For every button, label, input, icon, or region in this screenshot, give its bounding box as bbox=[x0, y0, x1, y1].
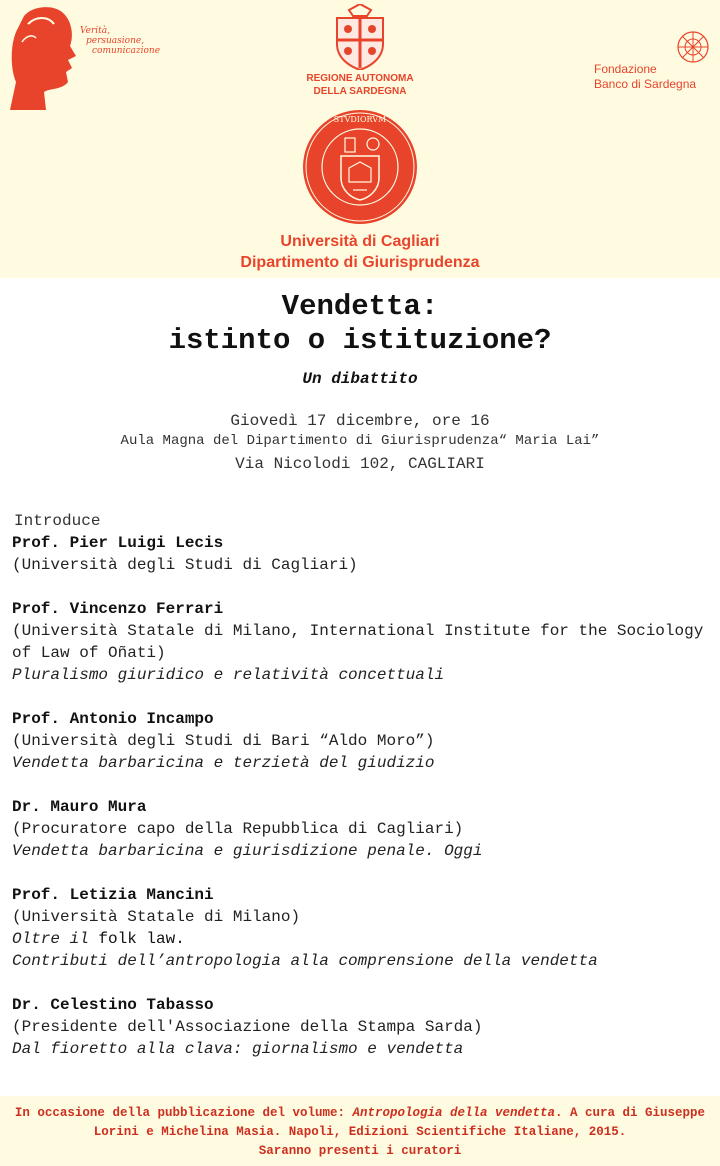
speaker-affiliation: (Università degli Studi di Cagliari) bbox=[12, 556, 358, 574]
speaker-name: Dr. Celestino Tabasso bbox=[12, 996, 214, 1014]
page-subtitle: Un dibattito bbox=[302, 370, 418, 388]
regione-line: REGIONE AUTONOMA bbox=[306, 73, 414, 84]
footer-publication bbox=[0, 1104, 720, 1142]
talk-title: Pluralismo giuridico e relatività concettuali bbox=[12, 666, 445, 684]
fondazione-logo-icon bbox=[676, 30, 710, 64]
speaker-name: Prof. Pier Luigi Lecis bbox=[12, 534, 224, 552]
speaker-entry bbox=[12, 532, 712, 576]
footer-note bbox=[0, 1104, 720, 1161]
book-title: Antropologia della vendetta bbox=[352, 1106, 556, 1120]
footer-text-part: In occasione della pubblicazione del volume: bbox=[14, 1106, 353, 1120]
speaker-name: Prof. Vincenzo Ferrari bbox=[12, 600, 224, 618]
page-title bbox=[0, 290, 720, 358]
speaker-affiliation: (Università degli Studi di Bari “Aldo Moro”) bbox=[12, 732, 435, 750]
header-band bbox=[0, 0, 720, 278]
talk-title: Vendetta barbaricina e terzietà del giudizio bbox=[12, 754, 435, 772]
footer-curators: Saranno presenti i curatori bbox=[258, 1144, 462, 1158]
talk-title-part: Oltre il bbox=[12, 930, 89, 948]
talk-title-part: Contributi dell’antropologia alla comprensione della vendetta bbox=[12, 952, 598, 970]
event-details bbox=[0, 411, 720, 477]
introduce-label: Introduce bbox=[14, 512, 101, 530]
fondazione-line: Fondazione bbox=[594, 62, 657, 76]
profile-head-logo bbox=[6, 2, 146, 112]
event-venue: Aula Magna del Dipartimento di Giurisprudenza“ Maria Lai” bbox=[120, 433, 600, 449]
speaker-entry bbox=[12, 598, 712, 686]
talk-title: Vendetta barbaricina e giurisdizione penale. Oggi bbox=[12, 842, 483, 860]
speaker-affiliation: (Università Statale di Milano, International Institute for the Sociology of Law of Oñati) bbox=[12, 622, 704, 662]
seal-lettering: STVDIORVM bbox=[333, 115, 387, 124]
speaker-entry bbox=[12, 994, 712, 1060]
regione-line: DELLA SARDEGNA bbox=[313, 86, 407, 97]
department-name: Dipartimento di Giurisprudenza bbox=[240, 254, 480, 271]
title-line: Vendetta: bbox=[281, 290, 439, 323]
speaker-name: Prof. Letizia Mancini bbox=[12, 886, 214, 904]
regione-name bbox=[270, 72, 450, 98]
tagline bbox=[80, 26, 160, 56]
university-seal bbox=[301, 108, 419, 226]
speaker-entry bbox=[12, 884, 712, 972]
event-date: Giovedì 17 dicembre, ore 16 bbox=[230, 412, 490, 430]
talk-title: Dal fioretto alla clava: giornalismo e vendetta bbox=[12, 1040, 464, 1058]
speaker-affiliation: (Presidente dell'Associazione della Stampa Sarda) bbox=[12, 1018, 483, 1036]
tagline-line: comunicazione bbox=[92, 46, 161, 56]
speaker-name: Prof. Antonio Incampo bbox=[12, 710, 214, 728]
tagline-line: Verità, bbox=[80, 26, 111, 36]
fondazione-name bbox=[594, 62, 696, 92]
fondazione-line: Banco di Sardegna bbox=[594, 77, 697, 91]
regione-crest-icon bbox=[331, 4, 389, 70]
talk-title bbox=[12, 928, 712, 950]
university-name: Università di Cagliari bbox=[280, 233, 440, 250]
program-list bbox=[12, 510, 712, 1082]
title-line: istinto o istituzione? bbox=[168, 324, 552, 357]
talk-title-part: folk law. bbox=[88, 930, 185, 948]
speaker-entry bbox=[12, 708, 712, 774]
event-address: Via Nicolodi 102, CAGLIARI bbox=[235, 455, 485, 473]
tagline-line: persuasione, bbox=[86, 36, 145, 46]
speaker-entry bbox=[12, 796, 712, 862]
speaker-affiliation: (Procuratore capo della Repubblica di Cagliari) bbox=[12, 820, 464, 838]
speaker-name: Dr. Mauro Mura bbox=[12, 798, 147, 816]
university-heading bbox=[0, 231, 720, 273]
footer-band bbox=[0, 1096, 720, 1166]
speaker-affiliation: (Università Statale di Milano) bbox=[12, 908, 301, 926]
footer-text-part: . A cura di Giuseppe Lorini e Michelina Masia. Napoli, Edizioni Scientifiche Italiane, 2015. bbox=[93, 1106, 706, 1139]
